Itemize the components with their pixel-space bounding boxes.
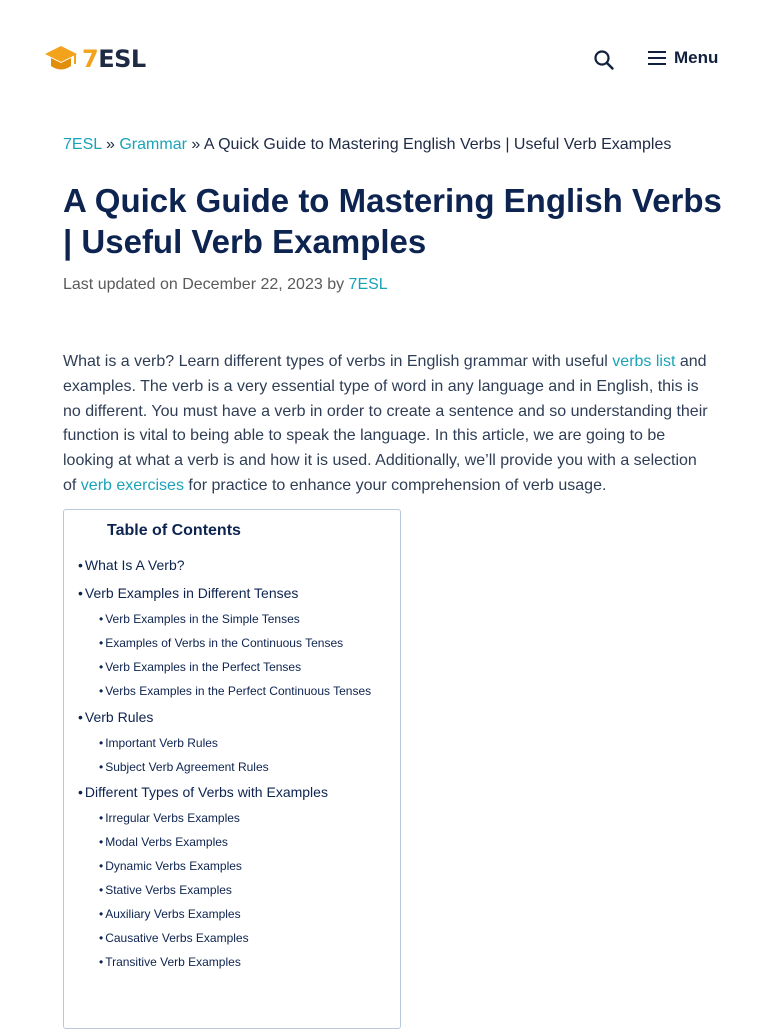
intro-text: and examples. The verb is a very essential type of word in any language and in English, this is no different. You must have a verb in order to create a sentence and so understanding their function is vital to being able to speak the language. In this article, we are going to be looking at what a verb is and how it is used. Additionally, we’ll provide you with a selection of — [63, 353, 708, 494]
toc-link[interactable]: Important Verb Rules — [105, 736, 218, 750]
toc-bullet: • — [99, 736, 104, 750]
intro-text: What is a verb? Learn different types of verbs in English grammar with useful — [63, 353, 613, 370]
toc-link[interactable]: Verb Examples in the Perfect Tenses — [105, 660, 302, 674]
toc-item[interactable] — [99, 736, 218, 750]
toc-bullet: • — [99, 931, 104, 945]
toc-title: Table of Contents — [107, 522, 241, 539]
toc-item[interactable] — [78, 709, 153, 725]
toc-item[interactable] — [99, 660, 301, 674]
toc-item[interactable] — [99, 684, 371, 698]
article-meta — [63, 276, 388, 294]
toc-item[interactable] — [99, 955, 241, 969]
toc-link[interactable]: Irregular Verbs Examples — [105, 811, 240, 825]
toc-item[interactable] — [78, 557, 185, 573]
hamburger-icon — [648, 50, 666, 66]
toc-bullet: • — [99, 684, 104, 698]
toc-link[interactable]: What Is A Verb? — [84, 557, 185, 573]
toc-link[interactable]: Auxiliary Verbs Examples — [105, 907, 241, 921]
site-header — [0, 0, 768, 120]
intro-paragraph — [63, 350, 713, 499]
search-icon — [592, 48, 616, 72]
intro-text: for practice to enhance your comprehension of verb usage. — [183, 476, 607, 494]
toc-bullet: • — [99, 811, 104, 825]
last-updated-text: Last updated on December 22, 2023 by — [63, 276, 345, 293]
toc-bullet: • — [99, 612, 104, 626]
toc-link[interactable]: Stative Verbs Examples — [105, 883, 232, 897]
toc-link[interactable]: Dynamic Verbs Examples — [105, 859, 242, 873]
search-button[interactable] — [592, 48, 616, 72]
toc-item[interactable] — [99, 931, 249, 945]
toc-item[interactable] — [99, 835, 228, 849]
toc-bullet: • — [78, 784, 83, 800]
toc-item[interactable] — [99, 907, 241, 921]
toc-bullet: • — [99, 835, 104, 849]
toc-link[interactable]: Verb Examples in Different Tenses — [84, 585, 299, 601]
site-logo[interactable] — [44, 44, 146, 74]
toc-link[interactable]: Verb Examples in the Simple Tenses — [105, 612, 300, 626]
author-link[interactable]: 7ESL — [348, 276, 388, 293]
toc-item[interactable] — [78, 585, 298, 601]
verb-exercises-link[interactable]: verb exercises — [80, 476, 184, 494]
breadcrumb-current: A Quick Guide to Mastering English Verbs | Useful Verb Examples — [203, 136, 672, 153]
toc-item[interactable] — [99, 612, 300, 626]
menu-button[interactable] — [648, 48, 718, 68]
toc-item[interactable] — [99, 760, 269, 774]
toc-item[interactable] — [99, 811, 240, 825]
toc-bullet: • — [78, 585, 83, 601]
breadcrumb-separator: » — [106, 136, 115, 153]
logo-wordmark: 7ESL — [82, 45, 146, 73]
graduation-cap-icon — [44, 44, 78, 74]
toc-item[interactable] — [99, 636, 343, 650]
toc-item[interactable] — [99, 883, 232, 897]
toc-link[interactable]: Subject Verb Agreement Rules — [105, 760, 269, 774]
breadcrumb — [63, 134, 713, 156]
toc-bullet: • — [99, 883, 104, 897]
toc-item[interactable] — [99, 859, 242, 873]
toc-bullet: • — [99, 660, 104, 674]
verbs-list-link[interactable]: verbs list — [612, 353, 676, 370]
toc-bullet: • — [99, 907, 104, 921]
toc-link[interactable]: Verb Rules — [84, 709, 154, 725]
toc-bullet: • — [99, 955, 104, 969]
toc-link[interactable]: Causative Verbs Examples — [105, 931, 249, 945]
menu-label: Menu — [674, 48, 719, 67]
toc-item[interactable] — [78, 784, 328, 800]
toc-link[interactable]: Modal Verbs Examples — [105, 835, 228, 849]
toc-bullet: • — [99, 859, 104, 873]
toc-bullet: • — [99, 636, 104, 650]
toc-link[interactable]: Examples of Verbs in the Continuous Tenses — [105, 636, 344, 650]
toc-bullet: • — [99, 760, 104, 774]
breadcrumb-separator: » — [191, 136, 201, 153]
toc-bullet: • — [78, 557, 83, 573]
toc-link[interactable]: Different Types of Verbs with Examples — [84, 784, 328, 800]
breadcrumb-home-link[interactable]: 7ESL — [63, 136, 102, 153]
page-title: A Quick Guide to Mastering English Verbs | Useful Verb Examples — [63, 182, 722, 260]
breadcrumb-grammar-link[interactable]: Grammar — [119, 136, 187, 153]
table-of-contents — [63, 509, 401, 1029]
toc-bullet: • — [78, 709, 83, 725]
toc-link[interactable]: Verbs Examples in the Perfect Continuous Tenses — [105, 684, 372, 698]
toc-link[interactable]: Transitive Verb Examples — [105, 955, 241, 969]
